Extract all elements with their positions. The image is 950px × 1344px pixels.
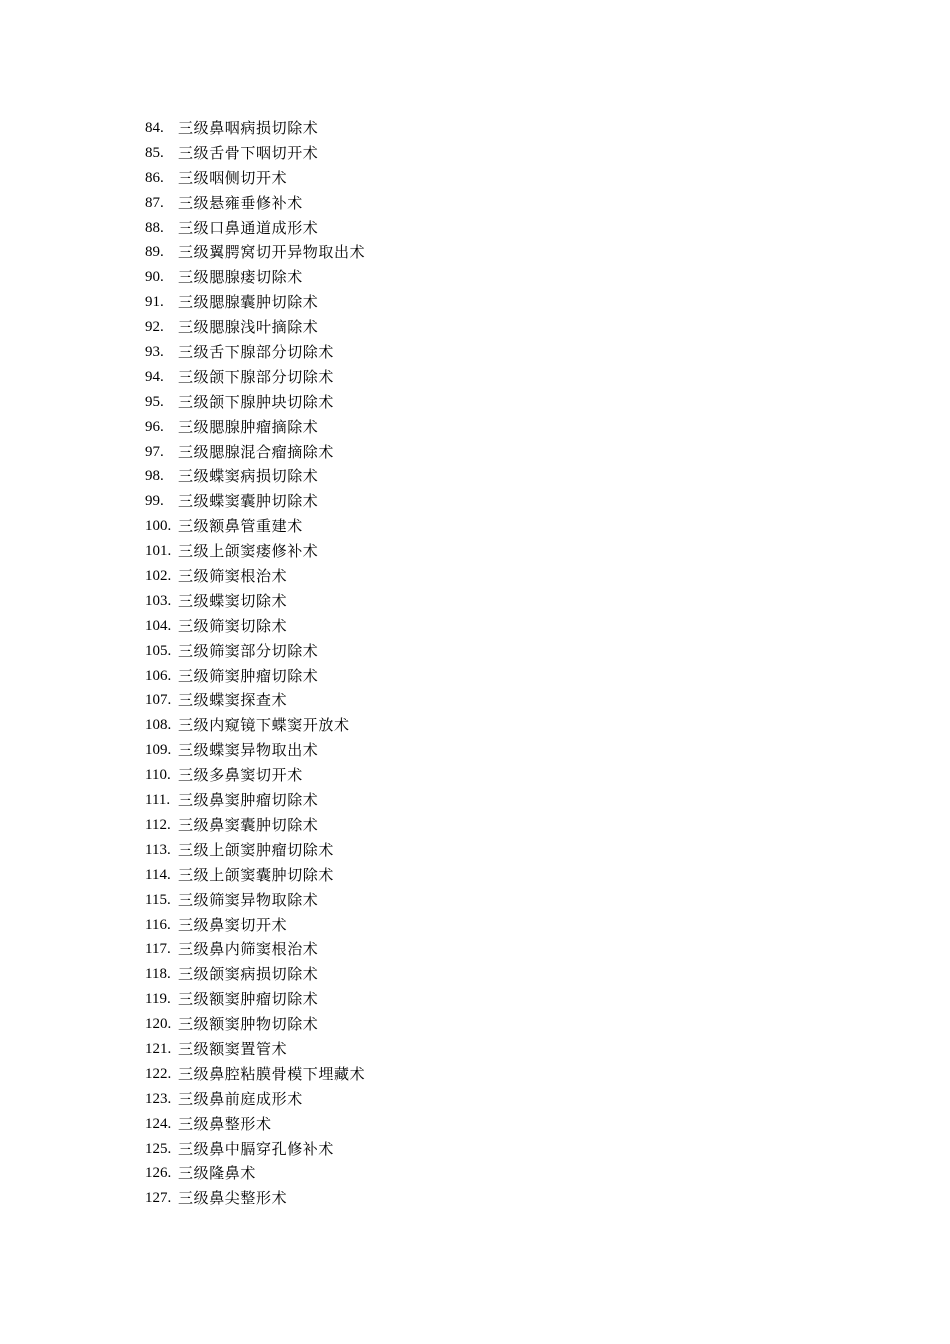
item-text: 三级蝶窦病损切除术 — [178, 467, 319, 486]
item-text: 三级额窦肿瘤切除术 — [178, 990, 319, 1009]
list-item — [145, 1012, 365, 1037]
item-text: 三级隆鼻术 — [178, 1164, 257, 1183]
item-text: 三级筛窦切除术 — [178, 616, 288, 635]
item-text: 三级腮腺瘘切除术 — [178, 268, 303, 287]
item-number: 86. — [145, 169, 164, 186]
item-text: 三级腮腺混合瘤摘除术 — [178, 442, 335, 461]
item-number: 107. — [145, 692, 172, 709]
procedure-list — [145, 116, 365, 1211]
list-item — [145, 340, 365, 365]
item-number: 120. — [145, 1016, 172, 1033]
item-number: 115. — [145, 891, 171, 908]
item-text: 三级腮腺囊肿切除术 — [178, 293, 319, 312]
item-text: 三级鼻窦肿瘤切除术 — [178, 791, 319, 810]
item-number: 101. — [145, 543, 172, 560]
item-number: 95. — [145, 393, 164, 410]
list-item — [145, 987, 365, 1012]
list-item — [145, 1186, 365, 1211]
item-text: 三级筛窦部分切除术 — [178, 641, 319, 660]
list-item — [145, 888, 365, 913]
item-text: 三级多鼻窦切开术 — [178, 766, 303, 785]
item-number: 111. — [145, 792, 171, 809]
list-item — [145, 664, 365, 689]
item-number: 103. — [145, 592, 172, 609]
list-item — [145, 913, 365, 938]
item-text: 三级鼻窦切开术 — [178, 915, 288, 934]
item-number: 97. — [145, 443, 164, 460]
item-number: 93. — [145, 344, 164, 361]
list-item — [145, 614, 365, 639]
list-item — [145, 141, 365, 166]
item-number: 84. — [145, 120, 164, 136]
item-text: 三级蝶窦探查术 — [178, 691, 288, 710]
item-number: 87. — [145, 194, 164, 211]
item-text: 三级上颌窦瘘修补术 — [178, 542, 319, 561]
list-item — [145, 116, 365, 141]
item-number: 127. — [145, 1190, 172, 1207]
item-text: 三级鼻腔粘膜骨模下埋藏术 — [178, 1064, 366, 1083]
item-number: 124. — [145, 1115, 172, 1132]
item-number: 88. — [145, 219, 164, 236]
item-text: 三级咽侧切开术 — [178, 168, 288, 187]
list-item — [145, 415, 365, 440]
item-number: 85. — [145, 144, 164, 161]
item-text: 三级鼻咽病损切除术 — [178, 119, 319, 137]
item-text: 三级筛窦根治术 — [178, 567, 288, 586]
list-item — [145, 763, 365, 788]
item-text: 三级鼻窦囊肿切除术 — [178, 815, 319, 834]
item-number: 92. — [145, 319, 164, 336]
item-text: 三级翼腭窝切开异物取出术 — [178, 243, 366, 262]
list-item — [145, 813, 365, 838]
item-text: 三级颌下腺部分切除术 — [178, 367, 335, 386]
item-number: 108. — [145, 717, 172, 734]
item-number: 99. — [145, 493, 164, 510]
item-text: 三级鼻整形术 — [178, 1114, 272, 1133]
list-item — [145, 290, 365, 315]
list-item — [145, 1112, 365, 1137]
item-number: 121. — [145, 1040, 172, 1057]
item-text: 三级腮腺肿瘤摘除术 — [178, 417, 319, 436]
list-item — [145, 838, 365, 863]
list-item — [145, 738, 365, 763]
item-text: 三级额窦肿物切除术 — [178, 1015, 319, 1034]
list-item — [145, 191, 365, 216]
list-item — [145, 1161, 365, 1186]
item-text: 三级额窦置管术 — [178, 1039, 288, 1058]
item-text: 三级鼻尖整形术 — [178, 1189, 288, 1208]
item-text: 三级蝶窦异物取出术 — [178, 741, 319, 760]
item-number: 110. — [145, 767, 171, 784]
item-number: 91. — [145, 294, 164, 311]
item-number: 106. — [145, 667, 172, 684]
item-number: 112. — [145, 816, 171, 833]
list-item — [145, 564, 365, 589]
item-number: 125. — [145, 1140, 172, 1157]
item-text: 三级颌下腺肿块切除术 — [178, 392, 335, 411]
item-text: 三级鼻前庭成形术 — [178, 1089, 303, 1108]
list-item — [145, 1062, 365, 1087]
item-number: 119. — [145, 991, 171, 1008]
item-number: 118. — [145, 966, 171, 983]
item-number: 126. — [145, 1165, 172, 1182]
item-number: 109. — [145, 742, 172, 759]
item-number: 105. — [145, 642, 172, 659]
item-text: 三级腮腺浅叶摘除术 — [178, 318, 319, 337]
item-text: 三级上颌窦囊肿切除术 — [178, 865, 335, 884]
list-item — [145, 639, 365, 664]
item-number: 116. — [145, 916, 171, 933]
item-text: 三级上颌窦肿瘤切除术 — [178, 840, 335, 859]
list-item — [145, 539, 365, 564]
list-item — [145, 265, 365, 290]
item-text: 三级舌下腺部分切除术 — [178, 343, 335, 362]
item-text: 三级颌窦病损切除术 — [178, 965, 319, 984]
list-item — [145, 315, 365, 340]
item-number: 104. — [145, 617, 172, 634]
list-item — [145, 863, 365, 888]
list-item — [145, 713, 365, 738]
item-number: 122. — [145, 1065, 172, 1082]
list-item — [145, 688, 365, 713]
item-text: 三级筛窦异物取除术 — [178, 890, 319, 909]
item-number: 123. — [145, 1090, 172, 1107]
item-text: 三级额鼻管重建术 — [178, 517, 303, 536]
item-number: 113. — [145, 841, 171, 858]
item-text: 三级筛窦肿瘤切除术 — [178, 666, 319, 685]
item-number: 117. — [145, 941, 171, 958]
list-item — [145, 489, 365, 514]
list-item — [145, 440, 365, 465]
item-text: 三级内窥镜下蝶窦开放术 — [178, 716, 350, 735]
list-item — [145, 240, 365, 265]
item-number: 96. — [145, 418, 164, 435]
list-item — [145, 1087, 365, 1112]
item-number: 90. — [145, 269, 164, 286]
item-number: 100. — [145, 518, 172, 535]
list-item — [145, 166, 365, 191]
item-text: 三级鼻中膈穿孔修补术 — [178, 1139, 335, 1158]
item-text: 三级口鼻通道成形术 — [178, 218, 319, 237]
list-item — [145, 589, 365, 614]
item-text: 三级蝶窦切除术 — [178, 591, 288, 610]
list-item — [145, 1037, 365, 1062]
list-item — [145, 937, 365, 962]
list-item — [145, 962, 365, 987]
list-item — [145, 390, 365, 415]
item-number: 94. — [145, 368, 164, 385]
list-item — [145, 216, 365, 241]
item-text: 三级舌骨下咽切开术 — [178, 143, 319, 162]
list-item — [145, 365, 365, 390]
item-number: 114. — [145, 866, 171, 883]
item-text: 三级鼻内筛窦根治术 — [178, 940, 319, 959]
item-text: 三级蝶窦囊肿切除术 — [178, 492, 319, 511]
item-text: 三级悬雍垂修补术 — [178, 193, 303, 212]
item-number: 98. — [145, 468, 164, 485]
item-number: 89. — [145, 244, 164, 261]
list-item — [145, 1137, 365, 1162]
item-number: 102. — [145, 568, 172, 585]
list-item — [145, 788, 365, 813]
list-item — [145, 514, 365, 539]
list-item — [145, 464, 365, 489]
